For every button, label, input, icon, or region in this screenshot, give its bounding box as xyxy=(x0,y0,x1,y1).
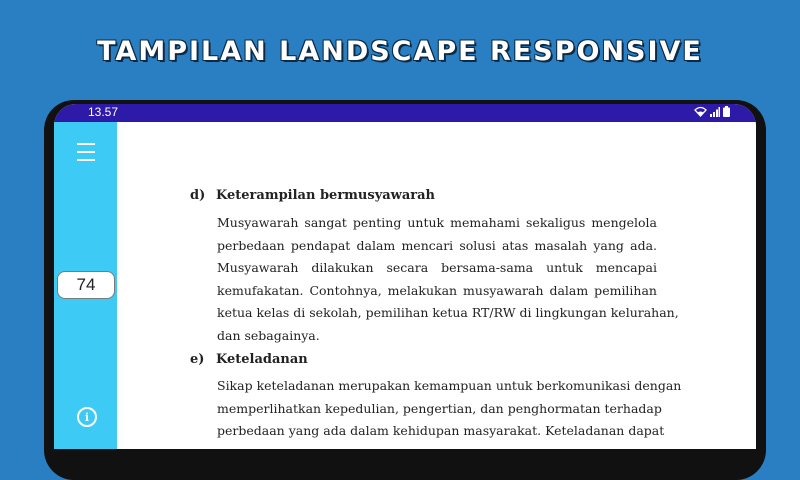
status-icons xyxy=(694,106,730,117)
section-label: d) xyxy=(190,188,206,203)
status-bar xyxy=(54,104,756,122)
wifi-icon xyxy=(694,106,707,117)
paragraph-line: perbedaan yang ada dalam kehidupan masyarakat. Keteladanan dapat xyxy=(217,423,665,439)
section-paragraph xyxy=(217,375,682,443)
section-paragraph xyxy=(217,212,679,348)
page-number-input[interactable]: 74 xyxy=(57,271,115,299)
section-title: Keteladanan xyxy=(216,352,308,367)
document-page xyxy=(117,122,756,449)
banner-title: TAMPILAN LANDSCAPE RESPONSIVE xyxy=(97,36,703,67)
info-icon[interactable]: i xyxy=(77,407,97,427)
section-title: Keterampilan bermusyawarah xyxy=(216,188,436,203)
paragraph-line: memperlihatkan kepedulian, pengertian, dan penghormatan terhadap xyxy=(217,400,662,416)
paragraph-line: ketua kelas di sekolah, pemilihan ketua RT/RW di lingkungan kelurahan, xyxy=(217,305,679,321)
paragraph-line: Sikap keteladanan merupakan kemampuan untuk berkomunikasi dengan xyxy=(217,378,682,393)
paragraph-line: Musyawarah dilakukan secara bersama-sama untuk mencapai xyxy=(217,260,657,276)
paragraph-line: perbedaan pendapat dalam mencari solusi atas masalah yang ada. xyxy=(217,237,657,253)
section-label: e) xyxy=(190,352,205,367)
battery-icon xyxy=(723,106,730,117)
phone-screen xyxy=(54,104,756,449)
sidebar xyxy=(54,122,117,449)
status-time: 13.57 xyxy=(88,105,119,119)
paragraph-line: dan sebagainya. xyxy=(217,327,320,343)
signal-icon xyxy=(710,107,720,117)
paragraph-line: kemufakatan. Contohnya, melakukan musyawarah dalam pemilihan xyxy=(217,282,657,298)
paragraph-line: Musyawarah sangat penting untuk memahami sekaligus mengelola xyxy=(217,215,657,230)
menu-icon[interactable] xyxy=(77,143,95,161)
